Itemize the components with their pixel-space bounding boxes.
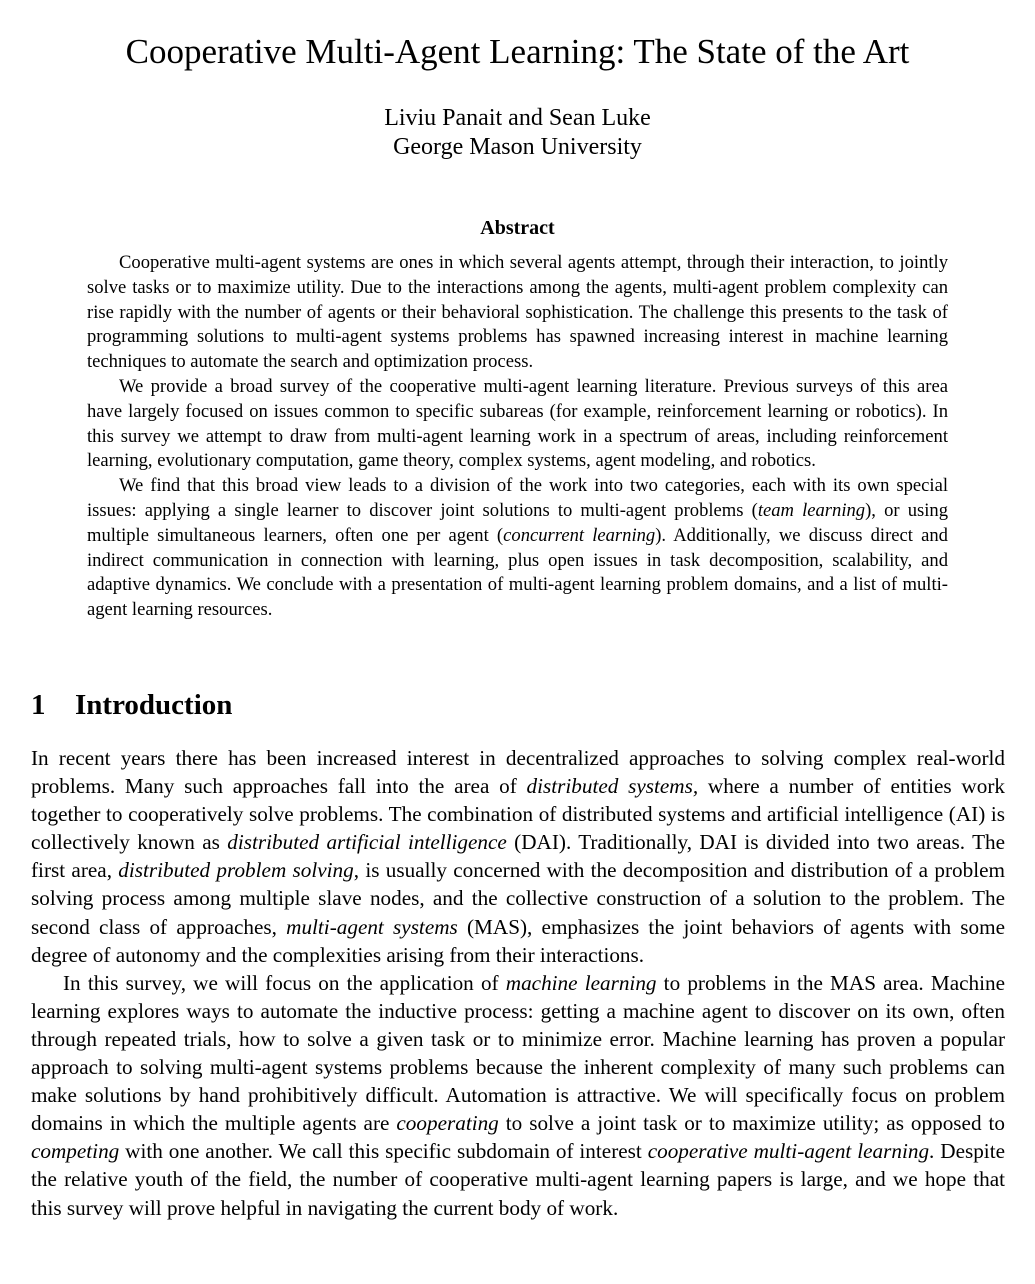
emphasis-machine-learning: machine learning	[505, 970, 657, 995]
abstract-paragraph-1: Cooperative multi-agent systems are ones in which several agents attempt, through their interaction, to jointly solve tasks or to maximize utility. Due to the interactions among the agents, multi-agent problem complexity can rise rapidly with the number of agents or their behavioral sophistication. The challenge this presents to the task of programming solutions to multi-agent systems problems has spawned increasing interest in machine learning techniques to automate the search and optimization process.	[87, 252, 948, 373]
abstract-paragraph-2: We provide a broad survey of the cooperative multi-agent learning literature. Previous surveys of this area have largely focused on issues common to specific subareas (for example, reinforcement learning or robotics). In this survey we attempt to draw from multi-agent learning work in a spectrum of areas, including reinforcement learning, evolutionary computation, game theory, complex systems, agent modeling, and robotics.	[87, 375, 948, 472]
author-block	[0, 104, 1035, 162]
text-run: with one another. We call this specific subdomain of interest	[119, 1139, 648, 1164]
emphasis-concurrent-learning: concurrent learning	[503, 524, 656, 546]
text-run: . Despite the relative youth of the field, the number of cooperative multi-agent learning papers is large, and we hope that this survey will prove helpful in navigating the current body of work.	[31, 1139, 1005, 1220]
introduction-body	[31, 744, 1005, 1222]
abstract-paragraph-3	[87, 474, 948, 623]
section-heading-introduction	[31, 686, 232, 724]
author-affiliation: George Mason University	[393, 134, 642, 160]
text-run: ), or using multiple simultaneous learners, often one per agent (	[87, 499, 948, 546]
introduction-paragraph-1	[31, 744, 1005, 969]
emphasis-distributed-systems: distributed systems,	[526, 774, 699, 799]
text-run: In this survey, we will focus on the application of	[63, 970, 506, 995]
section-number: 1	[31, 689, 46, 721]
paper-title: Cooperative Multi-Agent Learning: The State of the Art	[125, 32, 910, 71]
emphasis-dai: distributed artificial intelligence	[227, 830, 507, 855]
section-title: Introduction	[75, 689, 233, 721]
text-run: In recent years there has been increased interest in decentralized approaches to solving complex real-world problems. Many such approaches fall into the area of	[31, 746, 1005, 799]
emphasis-cooperative-multi-agent-learning: cooperative multi-agent learning	[647, 1139, 930, 1164]
emphasis-distributed-problem-solving: distributed problem solving	[118, 858, 354, 883]
emphasis-cooperating: cooperating	[396, 1111, 499, 1136]
text-run: to problems in the MAS area. Machine learning explores ways to automate the inductive process: getting a machine agent to discover on its own, often through repeated trials, how to solve a given task or to minimize error. Machine learning has proven a popular approach to solving multi-agent systems problems because the inherent complexity of many such problems can make solutions by hand prohibitively difficult. Automation is attractive. We will specifically focus on problem domains in which the multiple agents are	[31, 970, 1005, 1136]
text-run: (MAS), emphasizes the joint behaviors of agents with some degree of autonomy and the complexities arising from their interactions.	[31, 914, 1006, 967]
emphasis-competing: competing	[31, 1139, 120, 1164]
text-run: ). Additionally, we discuss direct and indirect communication in connection with learning, plus open issues in task decomposition, scalability, and adaptive dynamics. We conclude with a presentation of multi-agent learning problem domains, and a list of multi-agent learning resources.	[87, 524, 948, 621]
introduction-paragraph-2	[31, 969, 1005, 1222]
abstract-heading: Abstract	[480, 217, 555, 239]
text-run: to solve a joint task or to maximize utility; as opposed to	[498, 1111, 1005, 1136]
text-run: (DAI). Traditionally, DAI is divided into two areas. The first area,	[31, 830, 1006, 883]
emphasis-multi-agent-systems: multi-agent systems	[286, 914, 458, 939]
text-run: , is usually concerned with the decomposition and distribution of a problem solving process among multiple slave nodes, and the collective construction of a solution to the problem. The second class of approaches,	[31, 858, 1005, 939]
text-run: where a number of entities work together to cooperatively solve problems. The combination of distributed systems and artificial intelligence (AI) is collectively known as	[31, 774, 1005, 855]
abstract-body	[87, 251, 948, 623]
emphasis-team-learning: team learning	[757, 499, 866, 521]
text-run: We find that this broad view leads to a division of the work into two categories, each with its own special issues: applying a single learner to discover joint solutions to multi-agent problems (	[87, 475, 948, 521]
author-names: Liviu Panait and Sean Luke	[384, 105, 651, 131]
